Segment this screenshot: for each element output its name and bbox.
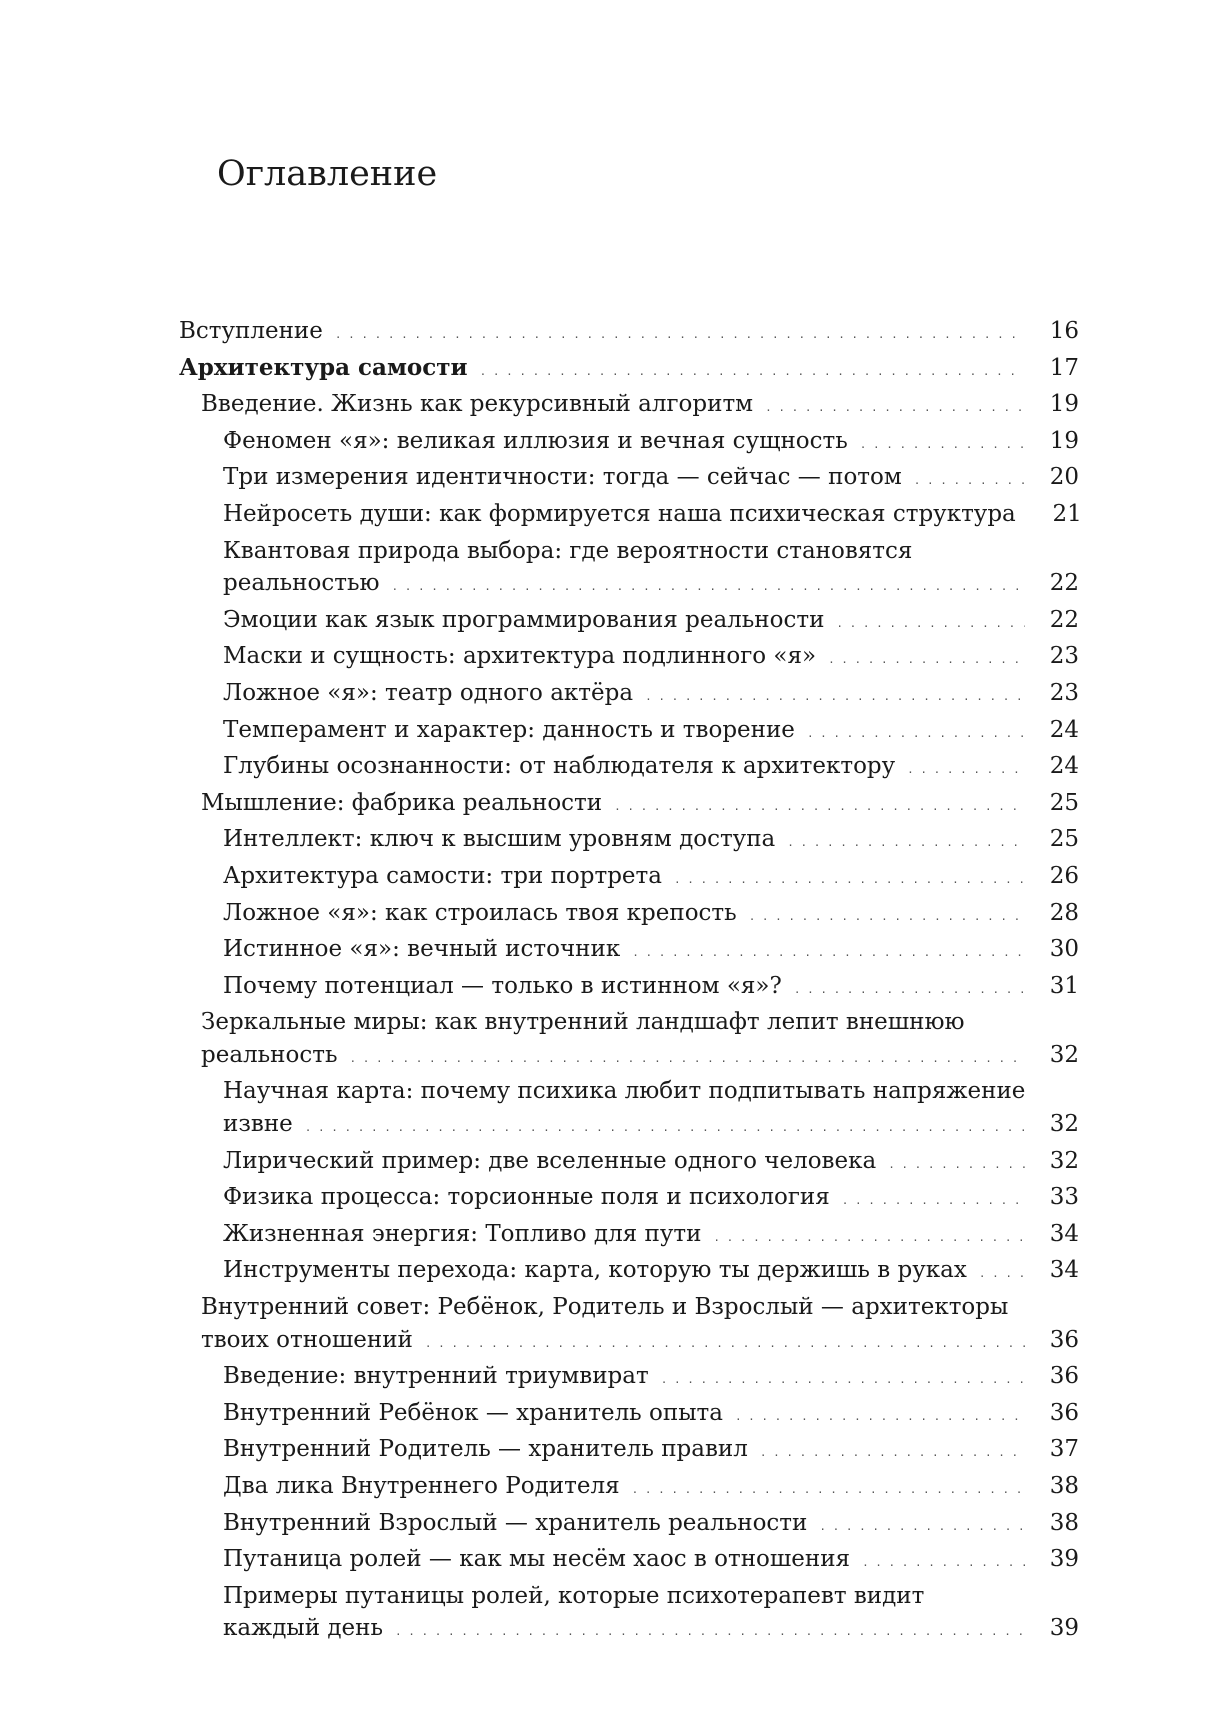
dot-leader: [828, 644, 1025, 677]
toc-entry[interactable]: [179, 1543, 1079, 1580]
page-number: 32: [1049, 1147, 1079, 1174]
toc-entry[interactable]: [179, 1291, 1079, 1360]
page-number: 24: [1049, 753, 1079, 780]
page-number: 28: [1049, 899, 1079, 926]
toc-entry[interactable]: [179, 425, 1079, 462]
toc-entry-title: Инструменты перехода: карта, которую ты держишь в руках: [223, 1257, 967, 1284]
dot-leader: [392, 571, 1025, 604]
dot-leader: [632, 1474, 1025, 1507]
toc-entry[interactable]: [179, 714, 1079, 751]
toc-entry-title-line: реальность: [201, 1041, 338, 1068]
dot-leader: [349, 1043, 1025, 1076]
dot-leader: [735, 1401, 1025, 1434]
toc-entry-title: Архитектура самости: [179, 353, 468, 381]
page-number: 38: [1049, 1473, 1079, 1499]
page-number: 24: [1049, 716, 1079, 743]
dot-leader: [819, 1511, 1025, 1544]
toc-entry-title-line: Научная карта: почему психика любит подпитывать напряжение: [223, 1078, 1026, 1105]
toc-entry[interactable]: [179, 787, 1079, 824]
dot-leader: [914, 465, 1025, 498]
toc-entry-title: Истинное «я»: вечный источник: [223, 936, 621, 963]
toc-entry-title: Физика процесса: торсионные поля и психология: [223, 1184, 830, 1211]
toc-entry[interactable]: [179, 970, 1079, 1007]
toc-entry-title: Внутренний Ребёнок — хранитель опыта: [223, 1399, 723, 1426]
toc-entry-title: Два лика Внутреннего Родителя: [223, 1473, 620, 1499]
dot-leader: [760, 1437, 1025, 1470]
page-number: 36: [1049, 1399, 1079, 1426]
dot-leader: [713, 1222, 1025, 1255]
page-number: 39: [1049, 1615, 1079, 1642]
page-number: 19: [1049, 391, 1079, 418]
toc-entry-title: Внутренний Родитель — хранитель правил: [223, 1436, 748, 1463]
page-number: 31: [1049, 972, 1079, 999]
toc-entry-title-line: реальностью: [223, 570, 380, 597]
toc-entry-title: Темперамент и характер: данность и творение: [223, 716, 795, 743]
toc-entry-title: Мышление: фабрика реальности: [201, 789, 603, 816]
dot-leader: [794, 974, 1025, 1007]
dot-leader: [614, 791, 1025, 824]
toc-entry-title-line: извне: [223, 1111, 293, 1138]
dot-leader: [842, 1185, 1025, 1218]
toc-entry-last-line: [223, 567, 1079, 604]
dot-leader: [674, 864, 1025, 897]
toc-entry[interactable]: [179, 1397, 1079, 1434]
toc-entry[interactable]: [179, 1145, 1079, 1182]
dot-leader: [395, 1616, 1025, 1649]
toc-entry[interactable]: [179, 1006, 1079, 1075]
toc-entry[interactable]: [179, 315, 1079, 352]
toc-entry[interactable]: [179, 860, 1079, 897]
page-number: 36: [1049, 1326, 1079, 1353]
toc-entry[interactable]: [179, 388, 1079, 425]
page-title: Оглавление: [217, 154, 438, 194]
page-number: 32: [1049, 1111, 1079, 1138]
page-number: 38: [1049, 1509, 1079, 1536]
dot-leader: [787, 827, 1025, 860]
toc-entry-title: Интеллект: ключ к высшим уровням доступа: [223, 826, 776, 853]
toc-entry-title-line: каждый день: [223, 1615, 383, 1642]
toc-entry-title: Феномен «я»: великая иллюзия и вечная сущность: [223, 427, 848, 454]
toc-entry-title: Глубины осознанности: от наблюдателя к архитектору: [223, 753, 896, 780]
dot-leader: [888, 1149, 1025, 1182]
toc-entry-title: Маски и сущность: архитектура подлинного «я»: [223, 643, 817, 670]
dot-leader: [425, 1328, 1025, 1361]
toc-entry-title: Введение. Жизнь как рекурсивный алгоритм: [201, 391, 754, 418]
toc-entry[interactable]: [179, 352, 1079, 389]
toc-entry-title: Путаница ролей — как мы несём хаос в отношения: [223, 1546, 851, 1573]
dot-leader: [765, 392, 1025, 425]
toc-entry-title-line: Примеры путаницы ролей, которые психотерапевт видит: [223, 1582, 925, 1609]
toc-entry[interactable]: [179, 677, 1079, 714]
toc-entry-title: Три измерения идентичности: тогда — сейчас — потом: [223, 464, 902, 491]
toc-entry-title: Внутренний Взрослый — хранитель реальности: [223, 1509, 808, 1536]
page-number: 20: [1049, 464, 1079, 491]
page-number: 36: [1049, 1363, 1079, 1390]
toc-entry-title-line: Квантовая природа выбора: где вероятности становятся: [223, 537, 913, 564]
toc-entry[interactable]: [179, 933, 1079, 970]
toc-entry[interactable]: [179, 1181, 1079, 1218]
dot-leader: [661, 1364, 1025, 1397]
toc-entry-title: Ложное «я»: театр одного актёра: [223, 679, 634, 706]
page-number: 26: [1049, 862, 1079, 889]
dot-leader: [749, 901, 1025, 934]
toc-entry-title: Ложное «я»: как строилась твоя крепость: [223, 899, 737, 926]
toc-entry[interactable]: [179, 823, 1079, 860]
page-number: 19: [1049, 427, 1079, 454]
toc-entry[interactable]: [179, 1580, 1079, 1649]
dot-leader: [860, 429, 1025, 462]
toc-entry[interactable]: [179, 897, 1079, 934]
page-number: 25: [1049, 826, 1079, 853]
page-number: 23: [1049, 643, 1079, 670]
page-number: 21: [1052, 500, 1082, 527]
dot-leader: [645, 681, 1025, 714]
toc-entry[interactable]: [179, 1254, 1079, 1291]
page-number: 33: [1049, 1184, 1079, 1211]
toc-entry-title-line: Зеркальные миры: как внутренний ландшафт лепит внешнюю: [201, 1009, 965, 1036]
page-number: 17: [1049, 354, 1079, 381]
toc-entry-last-line: [223, 1108, 1079, 1145]
toc-entry[interactable]: [179, 1507, 1079, 1544]
toc-entry-title: Лирический пример: две вселенные одного человека: [223, 1147, 877, 1174]
toc-entry-title: Вступление: [179, 318, 323, 344]
toc-entry-title: Архитектура самости: три портрета: [223, 862, 662, 889]
toc-entry-title-line: твоих отношений: [201, 1326, 413, 1353]
toc-entry-last-line: [201, 1039, 1079, 1076]
dot-leader: [907, 754, 1025, 787]
page-number: 34: [1049, 1220, 1079, 1247]
dot-leader: [862, 1547, 1025, 1580]
toc-entry[interactable]: [179, 1470, 1079, 1507]
dot-leader: [305, 1112, 1025, 1145]
toc-entry-last-line: [201, 1324, 1079, 1361]
dot-leader: [979, 1258, 1025, 1291]
page-number: 23: [1049, 679, 1079, 706]
dot-leader: [836, 608, 1025, 641]
toc-entry[interactable]: [179, 1433, 1079, 1470]
page-number: 25: [1049, 789, 1079, 816]
toc-entry-title: Введение: внутренний триумвират: [223, 1363, 649, 1390]
toc-entry-title: Нейросеть души: как формируется наша психическая структура: [223, 500, 1016, 527]
page-number: 32: [1049, 1041, 1079, 1068]
toc-entry[interactable]: [179, 750, 1079, 787]
dot-leader: [335, 319, 1025, 352]
toc-entry[interactable]: [179, 461, 1079, 498]
page-number: 37: [1049, 1436, 1079, 1463]
toc-entry[interactable]: [179, 604, 1079, 641]
toc-entry[interactable]: [179, 640, 1079, 677]
page-number: 39: [1049, 1546, 1079, 1573]
page-number: 22: [1049, 570, 1079, 597]
page-number: 30: [1049, 936, 1079, 963]
toc-entry[interactable]: [179, 535, 1079, 604]
toc-entry[interactable]: [179, 1075, 1079, 1144]
toc-entry[interactable]: [179, 1360, 1079, 1397]
toc-entry[interactable]: [179, 498, 1082, 535]
page-number: 22: [1049, 606, 1079, 633]
toc-entry-title: Почему потенциал — только в истинном «я»?: [223, 972, 782, 999]
page-number: 34: [1049, 1257, 1079, 1284]
toc-entry-title: Жизненная энергия: Топливо для пути: [223, 1220, 702, 1247]
dot-leader: [480, 356, 1025, 389]
page-number: 16: [1049, 318, 1079, 344]
dot-leader: [807, 718, 1025, 751]
toc-entry-title-line: Внутренний совет: Ребёнок, Родитель и Взрослый — архитекторы: [201, 1294, 1009, 1321]
toc-entry-title: Эмоции как язык программирования реальности: [223, 606, 825, 633]
table-of-contents: [179, 315, 1082, 1649]
dot-leader: [632, 937, 1025, 970]
toc-entry[interactable]: [179, 1218, 1079, 1255]
toc-entry-last-line: [223, 1612, 1079, 1649]
